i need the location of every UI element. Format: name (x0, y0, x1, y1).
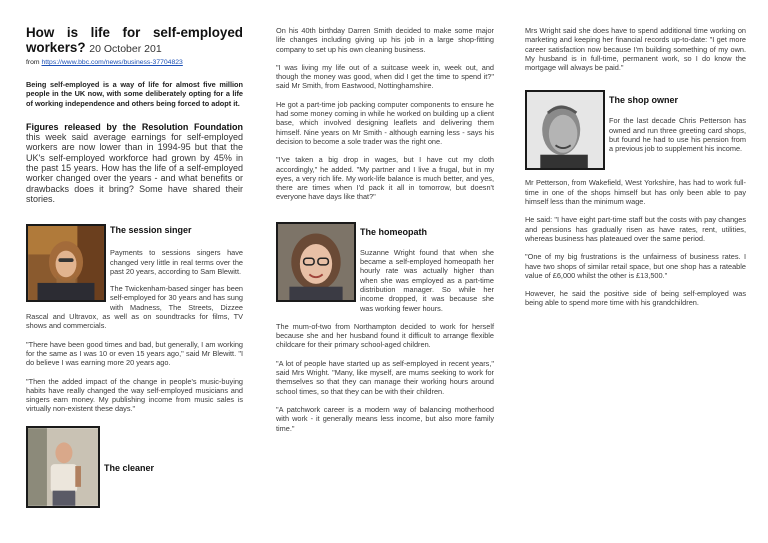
column-1 (26, 0, 243, 510)
homeopath-heading: The homeopath (360, 226, 427, 237)
article-date: 20 October 201 (89, 43, 162, 55)
shop-paragraph-1: For the last decade Chris Petterson has owned and run three greeting card shops, but found he had to use his pension from a previous job to supplement his income. (609, 116, 746, 154)
lead-bold: Figures released by the Resolution Foundation (26, 121, 243, 132)
cleaner-photo (26, 426, 100, 508)
cleaner-paragraph-1: On his 40th birthday Darren Smith decided to make some major life changes including giving up his job in a large shop-fitting company to set up his own cleaning business. (276, 26, 494, 54)
intro-paragraph: Being self-employed is a way of life for almost five million people in the UK now, with some deliberately opting for a life of working independence and others being forced to adopt it. (26, 80, 243, 108)
homeopath-paragraph-2: The mum-of-two from Northampton decided to work for herself because she and her husband found it difficult to arrange flexible childcare for their primary school-aged children. (276, 321, 494, 350)
cleaner-heading: The cleaner (104, 462, 155, 473)
cleaner-paragraph-3: He got a part-time job packing computer components to ensure he had some money coming in while he worked on building up a client base, which involved designing leaflets and delivering them himself. Nine years on Mr Smith - although earning less - says his decision to become a sole trader was the right one. (276, 99, 494, 146)
singer-paragraph-1: Payments to sessions singers have changed very little in real terms over the past 20 years, according to Sam Blewitt. (110, 248, 243, 276)
homeopath-paragraph-4: "A patchwork career is a modern way of balancing motherhood with work - it generally means less income, but also more family time." (276, 404, 494, 433)
section-session-singer (26, 224, 243, 413)
cleaner-paragraph-4: "I've taken a big drop in wages, but I have cut my cloth accordingly," he added. "My partner and I live a frugal, but in my eyes, a very rich life. My work-life balance is much better, and yes, there are times when I'd pack it all in tomorrow, but doesn't everyone have days like that?" (276, 155, 494, 202)
source-link[interactable]: https://www.bbc.com/news/business-37704823 (41, 59, 183, 66)
section-homeopath (276, 222, 494, 313)
homeopath-photo (276, 222, 356, 302)
cleaner-paragraph-2: "I was living my life out of a suitcase week in, week out, and though the money was good, when did I get the time to spend it?" said Mr Smith, from Eastwood, Nottinghamshire. (276, 62, 494, 91)
homeopath-paragraph-1: Suzanne Wright found that when she became a self-employed homeopath her hourly rate was actually higher than when she was employed as a part-time distribution manager. So while her income dropped, it was because she was working fewer hours. (360, 247, 494, 313)
article-title: How is life for self-employed workers? 20 October 201 (26, 25, 243, 55)
homeopath-paragraph-3: "A lot of people have started up as self-employed in recent years," said Mrs Wright. "Many, like myself, are mums seeking to work for themselves so that they can manage their working hours around school times, so that they can be with their children. (276, 358, 494, 396)
source-line: from https://www.bbc.com/news/business-37704823 (26, 59, 183, 66)
shop-paragraph-2: Mr Petterson, from Wakefield, West Yorkshire, has had to work full-time in one of the shops himself but has only been able to pay himself less than the minimum wage. (525, 178, 746, 207)
singer-heading: The session singer (110, 225, 192, 236)
shop-paragraph-4: "One of my big frustrations is the unfairness of business rates. I have two shops of similar retail space, but one shop has a rateable value of £6,000 whilst the other is £13,500." (525, 252, 746, 280)
shop-owner-photo (525, 90, 605, 170)
column-2 (276, 0, 494, 433)
singer-paragraph-4: "Then the added impact of the change in people's music-buying habits have really changed the way self-employed musicians and singers earn money. My publishing income from music sales is virtually non-existent these days." (26, 376, 243, 414)
column-3 (525, 0, 746, 308)
shop-owner-heading: The shop owner (609, 95, 679, 106)
lead-paragraph: Figures released by the Resolution Foundation this week said average earnings for self-employed workers are now lower than in 1994-95 but that the UK's self-employed workforce had grown by 45% in the past 15 years. How has the life of a self-employed worker changed over the years - and what benefits or drawbacks does it bring? Some have shared their stories. (26, 121, 243, 204)
homeopath-paragraph-5: Mrs Wright said she does have to spend additional time working on marketing and keeping her financial records up-to-date: "I get more career satisfaction now because I'm building something of my own. My husband is in full-time, permanent work, so I do know the mortgage will always be paid." (525, 26, 746, 73)
singer-paragraph-3: "There have been good times and bad, but generally, I am working for the same as I was 10 or even 15 years ago," said Mr Blewitt. "I do believe I was earning more 20 years ago. (26, 339, 243, 368)
shop-paragraph-5: However, he said the positive side of being self-employed was being able to spend more time with his grandchildren. (525, 289, 746, 308)
section-shop-owner (525, 90, 746, 172)
singer-photo (26, 224, 106, 302)
singer-paragraph-2: The Twickenham-based singer has been self-employed for 30 years and has sung with Madness, The Streets, Dizzee Rascal and Ultravox, as well as on soundtracks for films, TV shows and commercials. (26, 284, 243, 331)
article-header (26, 25, 243, 66)
shop-paragraph-3: He said: "I have eight part-time staff but the costs with pay changes and pensions has gradually risen as have rates, rent, utilities, whereas business has plateaued over the same period. (525, 215, 746, 243)
section-cleaner-header (26, 426, 243, 510)
